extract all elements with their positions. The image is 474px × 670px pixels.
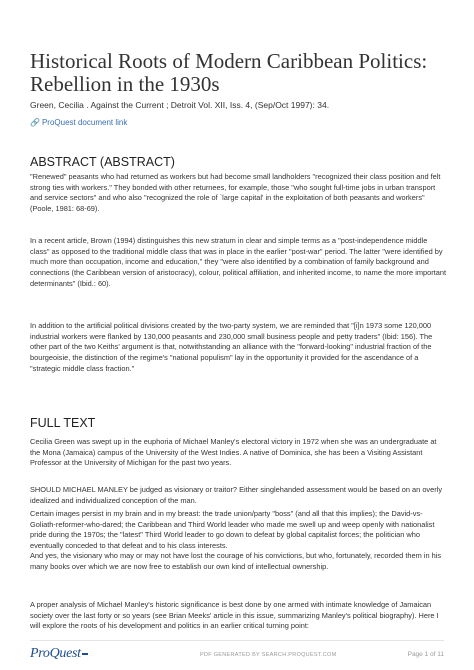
citation: Green, Cecilia . Against the Current ; Detroit Vol. XII, Iss. 4, (Sep/Oct 1997): 34. — [30, 100, 330, 110]
abstract-paragraph: "Renewed" peasants who had returned as workers but had become small landholders "recognized their class position and felt strong ties with workers." They bonded with other returnees, for example, those "who sought full-time jobs in urban transport and service sectors" and who also "recognized the role of `large capital' in the exploitation of both peasants and workers" (Poole, 1981: 68-69). — [30, 172, 441, 214]
link-icon: 🔗 — [30, 118, 40, 127]
full-text-paragraph: SHOULD MICHAEL MANLEY be judged as visionary or traitor? Either singlehanded assessment would be based on an overly idealized and individualized conception of the man. — [30, 485, 443, 505]
abstract-paragraph: In a recent article, Brown (1994) distinguishes this new stratum in clear and simple terms as a "post-independence middle class" as opposed to the traditional middle class that was in place in the earlier "post-war" period. The latter "were identified by much more than occupation, income and education," they "were also identified by a combination of family background and connections (the Caribbean version of aristocracy), colour, political affiliation, and inherited income, to name the more important determinants" (Ibid.: 60). — [30, 236, 447, 288]
logo-text: ProQuest — [30, 646, 81, 661]
full-text-paragraph: Certain images persist in my brain and in my breast: the trade union/party "boss" (and all that this implies); the David-vs-Goliath-reformer-who-dared; the Caribbean and Third World leader who made me swell up and weep openly with nationalist pride during the 1970s; the "latest" Third World leader to go down to defeat by global capitalist forces; the politician who eventually conceded to that defeat and to his class interests. — [30, 509, 435, 551]
document-title: Historical Roots of Modern Caribbean Politics: Rebellion in the 1930s — [30, 49, 428, 96]
abstract-heading: ABSTRACT (ABSTRACT) — [30, 155, 175, 169]
proquest-document-link[interactable] — [30, 118, 127, 127]
page-footer — [0, 640, 474, 670]
full-text-heading: FULL TEXT — [30, 416, 96, 430]
full-text-paragraph: A proper analysis of Michael Manley's historic significance is best done by one armed with intimate knowledge of Jamaican society over the last forty or so years (see Brian Meeks' article in this issue, summarizing Manley's political biography). Here I will explore the roots of his development and politics in an earlier critical turning point: — [30, 600, 439, 631]
full-text-paragraph: Cecilia Green was swept up in the euphoria of Michael Manley's electoral victory in 1972 when she was an undergraduate at the Mona (Jamaica) campus of the University of the West Indies. A native of Dominica, she has been a Visiting Assistant Professor at the University of Michigan for the past two years. — [30, 437, 437, 468]
page-number: Page 1 of 11 — [407, 651, 444, 658]
generated-by-note: PDF GENERATED BY SEARCH.PROQUEST.COM — [200, 652, 337, 658]
abstract-paragraph: In addition to the artificial political divisions created by the two-party system, we are reminded that "[i]n 1973 some 120,000 industrial workers were flanked by 130,000 peasants and 230,000 small business people and petty traders" (Ibid: 156). The other part of the two Keiths' argument is that, notwithstanding an alliance with the "forward-looking" industrial fraction of the bourgeoisie, the distinction of the regime's "national populism" lay in the opportunity it provided for the ascendance of a "strategic middle class fraction." — [30, 321, 433, 373]
full-text-paragraph: And yes, the visionary who may or may not have lost the courage of his convictions, but who, fortunately, recorded them in his many books over which we are now free to establish our own kind of intellectual ownership. — [30, 551, 442, 571]
proquest-logo — [30, 646, 88, 662]
document-link-label: ProQuest document link — [41, 118, 128, 127]
footer-divider — [30, 640, 444, 641]
logo-mark — [82, 653, 88, 655]
